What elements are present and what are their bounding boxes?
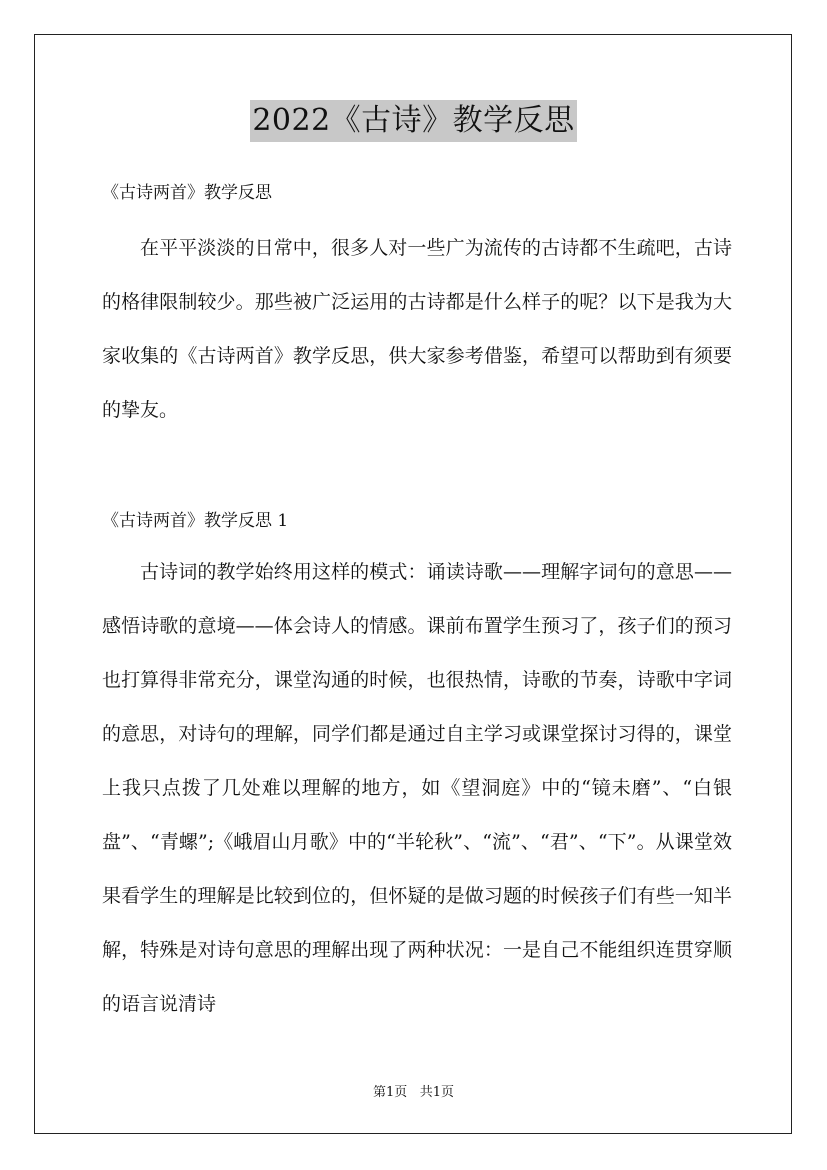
title-container — [0, 100, 827, 142]
page-footer — [0, 1084, 827, 1102]
section-heading-1: 《古诗两首》教学反思 — [102, 183, 272, 203]
body-paragraph: 古诗词的教学始终用这样的模式：诵读诗歌——理解字词句的意思——感悟诗歌的意境——体会诗人的情感。课前布置学生预习了，孩子们的预习也打算得非常充分，课堂沟通的时候，也很热情，诗歌的节奏，诗歌中字词的意思，对诗句的理解，同学们都是通过自主学习或课堂探讨习得的，课堂上我只点拨了几处难以理解的地方，如《望洞庭》中的“镜未磨”、“白银盘”、“青螺”;《峨眉山月歌》中的“半轮秋”、“流”、“君”、“下”。从课堂效果看学生的理解是比较到位的，但怀疑的是做习题的时候孩子们有些一知半解，特殊是对诗句意思的理解出现了两种状况：一是自己不能组织连贯穿顺的语言说清诗 — [102, 561, 732, 1015]
document-title: 2022《古诗》教学反思 — [250, 100, 576, 142]
page-number-current: 第1页 — [373, 1085, 408, 1100]
page-number-total: 共1页 — [419, 1085, 454, 1100]
section-heading-2: 《古诗两首》教学反思 1 — [102, 511, 289, 531]
intro-paragraph: 在平平淡淡的日常中，很多人对一些广为流传的古诗都不生疏吧，古诗的格律限制较少。那些被广泛运用的古诗都是什么样子的呢？以下是我为大家收集的《古诗两首》教学反思，供大家参考借鉴，希望可以帮助到有须要的挚友。 — [102, 237, 732, 421]
